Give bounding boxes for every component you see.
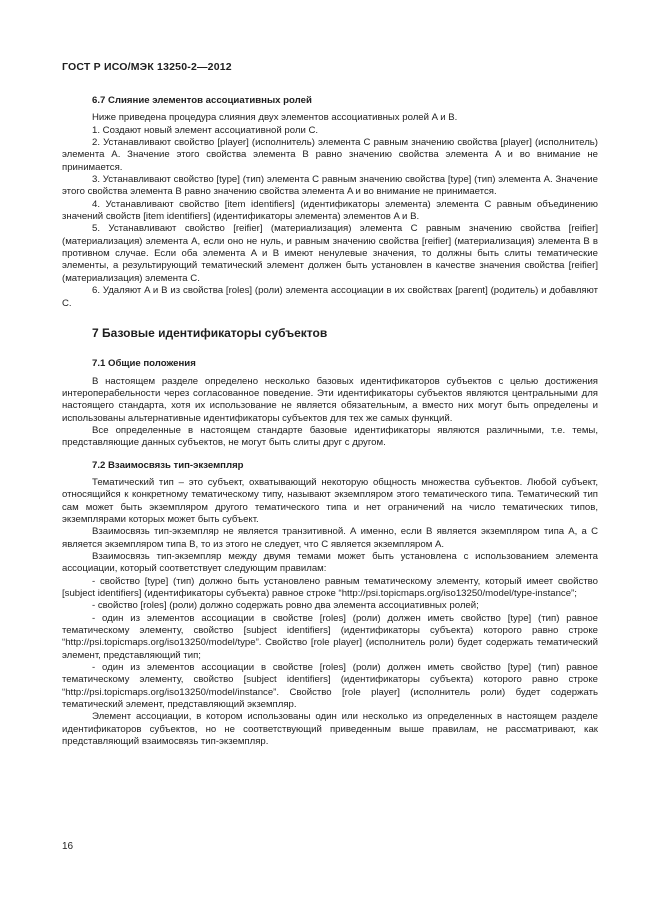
heading-7-2: 7.2 Взаимосвязь тип-экземпляр [92, 459, 244, 471]
paragraph: 3. Устанавливают свойство [type] (тип) элемента C равным значению свойства [type] (тип) элемента A. Значение этого свойства элемента B равно значению свойства элемента A и во внимание не принимается. [62, 174, 598, 198]
paragraph: 1. Создают новый элемент ассоциативной роли C. [92, 124, 319, 136]
paragraph: Взаимосвязь тип-экземпляр между двумя темами может быть установлена с использованием элемента ассоциации, который соответствует следующим правилам: [62, 551, 598, 575]
document-body [62, 95, 598, 749]
paragraph: 2. Устанавливают свойство [player] (исполнитель) элемента C равным значению свойства [player] (исполнитель) элемента A. Значение этого свойства элемента B равно значению свойства элемента A и во внимание не принимается. [62, 137, 598, 173]
list-item: - свойство [roles] (роли) должно содержать ровно два элемента ассоциативных ролей; [92, 600, 479, 612]
standard-header: ГОСТ Р ИСО/МЭК 13250-2—2012 [62, 61, 232, 73]
paragraph: Ниже приведена процедура слияния двух элементов ассоциативных ролей A и B. [92, 112, 458, 124]
paragraph: В настоящем разделе определено несколько базовых идентификаторов субъектов с целью достижения интероперабельности через согласованное поведение. Эти идентификаторы субъектов являются центральными для настоящего стандарта, хотя их использование не является обязательным, а вместо них могут быть определены и использованы альтернативные идентификаторы субъектов для тех же самых функций. [62, 375, 598, 424]
heading-6-7: 6.7 Слияние элементов ассоциативных ролей [92, 95, 312, 106]
paragraph: 4. Устанавливают свойство [item identifiers] (идентификаторы элемента) элемента C равным объединению значений свойств [item identifiers] (идентификаторы элемента) элементов A и B. [62, 198, 598, 223]
paragraph: Взаимосвязь тип-экземпляр не является транзитивной. А именно, если B является экземпляром типа A, а C является экземпляром типа B, то из этого не следует, что C является экземпляром A. [62, 526, 598, 550]
paragraph: Тематический тип – это субъект, охватывающий некоторую общность множества субъектов. Любой субъект, относящийся к конкретному тематическому типу, называют экземпляром этого тематического типа. Тематический тип сам может быть экземпляром другого тематического типа и нет ограничений на число тематических типов, экземплярами которых может быть субъект. [62, 476, 598, 525]
paragraph: 6. Удаляют A и B из свойства [roles] (роли) элемента ассоциации в их свойствах [parent] (родитель) и добавляют C. [62, 285, 598, 309]
heading-7-1: 7.1 Общие положения [92, 358, 196, 370]
paragraph: Элемент ассоциации, в котором использованы один или несколько из определенных в настоящем разделе идентификаторов субъектов, но не соответствующий приведенным выше правилам, не рассматривают, как представляющий взаимосвязь тип-экземпляр. [62, 711, 598, 748]
list-item: - один из элементов ассоциации в свойстве [roles] (роли) должен иметь свойство [type] (тип) равное тематическому элементу, свойство [subject identifiers] (идентификаторы субъекта) которого равно строке “http://psi.topicmaps.org/iso13250/model/instance”. Свойство [role player] (исполнитель роли) будет содержать тематический элемент, представляющий экземпляр. [62, 662, 598, 711]
page-number: 16 [62, 841, 74, 852]
paragraph: Все определенные в настоящем стандарте базовые идентификаторы являются различными, т.е. темы, представляющие данных субъектов, не могут быть слиты друг с другом. [62, 424, 598, 449]
heading-7: 7 Базовые идентификаторы субъектов [92, 325, 328, 340]
paragraph: 5. Устанавливают свойство [reifier] (материализация) элемента C равным значению свойства [reifier] (материализация) элемента A, если оно не нуль, и равным значению свойства [reifier] (материализация) элемента B в противном случае. Если оба элемента A и B имеют ненулевые значения, то должны быть слиты тематические элементы, а результирующий тематический элемент должен быть установлен в качестве значения свойства [reifier] (материализация) элемента C. [62, 223, 598, 284]
list-item: - один из элементов ассоциации в свойстве [roles] (роли) должен иметь свойство [type] (тип) равное тематическому элементу, свойство [subject identifiers] (идентификаторы субъекта) которого равно строке “http://psi.topicmaps.org/iso13250/model/type”. Свойство [role player] (исполнитель роли) будет содержать тематический элемент, представляющий тип; [62, 612, 598, 661]
list-item: - свойство [type] (тип) должно быть установлено равным тематическому элементу, который имеет свойство [subject identifiers] (идентификаторы субъекта) равное строке “http://psi.topicmaps.org/iso13250/model/type-instance”; [62, 575, 598, 600]
